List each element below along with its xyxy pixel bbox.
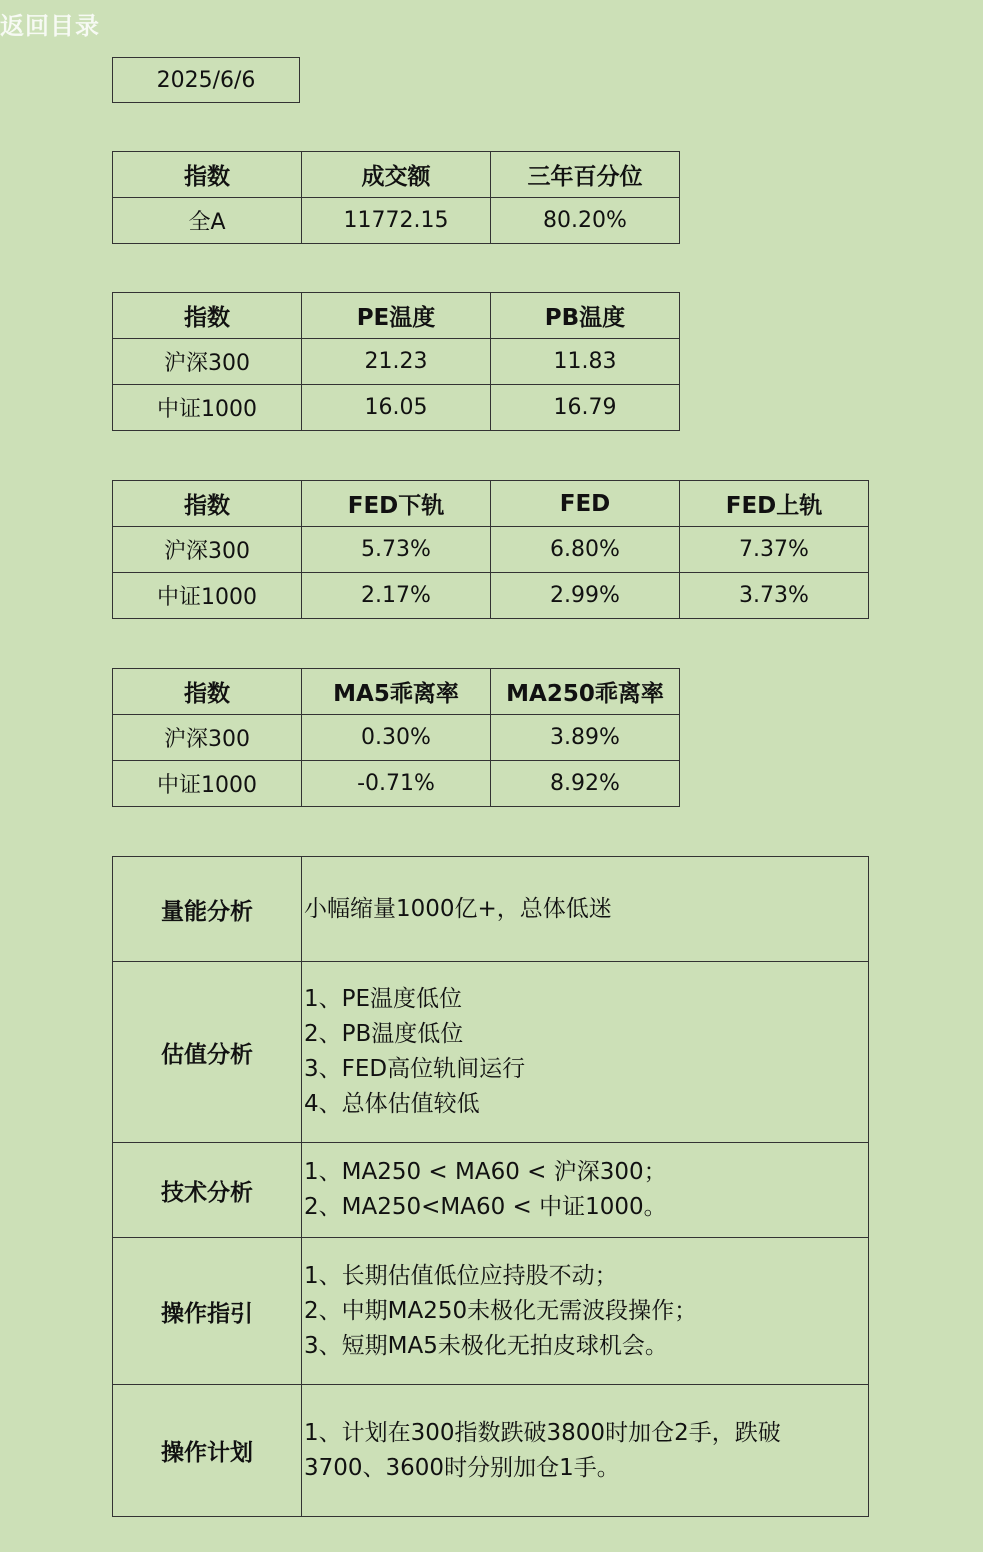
analysis-content: [302, 857, 869, 962]
turnover-table: [112, 151, 680, 244]
analysis-line: 2、中期MA250未极化无需波段操作；: [304, 1297, 698, 1324]
header-cell: 指数: [113, 293, 302, 339]
analysis-line: 3、短期MA5未极化无拍皮球机会。: [304, 1332, 668, 1359]
table-cell: 2.17%: [302, 573, 491, 619]
analysis-line: 3700、3600时分别加仓1手。: [304, 1454, 620, 1481]
analysis-row-volume: [113, 857, 869, 962]
table-cell: 16.79: [491, 385, 680, 431]
analysis-line: 1、计划在300指数跌破3800时加仓2手，跌破: [304, 1419, 781, 1446]
table-cell: 沪深300: [113, 527, 302, 573]
analysis-content: [302, 1238, 869, 1385]
date-label: 2025/6/6: [112, 57, 300, 103]
table-header-row: [113, 293, 680, 339]
temperature-table: [112, 292, 680, 431]
ma-deviation-table: [112, 668, 680, 807]
header-cell: 指数: [113, 152, 302, 198]
header-cell: FED下轨: [302, 481, 491, 527]
fed-table: [112, 480, 869, 619]
analysis-label: 量能分析: [113, 857, 302, 962]
header-cell: MA250乖离率: [491, 669, 680, 715]
table-cell: 3.73%: [680, 573, 869, 619]
back-to-contents-link[interactable]: 返回目录: [0, 12, 100, 40]
analysis-table: [112, 856, 869, 1517]
table-header-row: [113, 481, 869, 527]
header-cell: 成交额: [302, 152, 491, 198]
table-row: [113, 573, 869, 619]
table-row: [113, 339, 680, 385]
analysis-line: 1、MA250 < MA60 < 沪深300；: [304, 1159, 667, 1185]
analysis-label: 操作计划: [113, 1385, 302, 1517]
table-cell: 全A: [113, 198, 302, 244]
analysis-label: 技术分析: [113, 1143, 302, 1238]
header-cell: PB温度: [491, 293, 680, 339]
analysis-line: 2、PB温度低位: [304, 1021, 464, 1047]
header-cell: 指数: [113, 481, 302, 527]
table-cell: 沪深300: [113, 339, 302, 385]
table-cell: 11.83: [491, 339, 680, 385]
analysis-row-plan: [113, 1385, 869, 1517]
table-row: [113, 198, 680, 244]
analysis-line: 4、总体估值较低: [304, 1091, 480, 1117]
header-cell: FED上轨: [680, 481, 869, 527]
table-cell: 8.92%: [491, 761, 680, 807]
header-cell: FED: [491, 481, 680, 527]
table-cell: 21.23: [302, 339, 491, 385]
analysis-line: 3、FED高位轨间运行: [304, 1056, 526, 1082]
analysis-line: 小幅缩量1000亿+，总体低迷: [304, 895, 612, 922]
header-cell: MA5乖离率: [302, 669, 491, 715]
analysis-line: 1、长期估值低位应持股不动；: [304, 1262, 618, 1289]
table-header-row: [113, 152, 680, 198]
table-cell: 中证1000: [113, 761, 302, 807]
table-cell: 16.05: [302, 385, 491, 431]
analysis-line: 2、MA250<MA60 < 中证1000。: [304, 1194, 667, 1220]
table-cell: 5.73%: [302, 527, 491, 573]
header-cell: 指数: [113, 669, 302, 715]
table-cell: 中证1000: [113, 573, 302, 619]
header-cell: 三年百分位: [491, 152, 680, 198]
table-cell: 80.20%: [491, 198, 680, 244]
table-cell: 2.99%: [491, 573, 680, 619]
table-cell: 3.89%: [491, 715, 680, 761]
table-cell: 7.37%: [680, 527, 869, 573]
analysis-content: [302, 962, 869, 1143]
header-cell: PE温度: [302, 293, 491, 339]
table-cell: 中证1000: [113, 385, 302, 431]
analysis-content: [302, 1143, 869, 1238]
analysis-content: [302, 1385, 869, 1517]
table-cell: 0.30%: [302, 715, 491, 761]
table-cell: 沪深300: [113, 715, 302, 761]
analysis-row-guidance: [113, 1238, 869, 1385]
analysis-row-technical: [113, 1143, 869, 1238]
table-row: [113, 761, 680, 807]
table-header-row: [113, 669, 680, 715]
analysis-row-valuation: [113, 962, 869, 1143]
table-cell: -0.71%: [302, 761, 491, 807]
table-cell: 11772.15: [302, 198, 491, 244]
table-row: [113, 527, 869, 573]
analysis-line: 1、PE温度低位: [304, 986, 463, 1012]
table-row: [113, 715, 680, 761]
analysis-label: 估值分析: [113, 962, 302, 1143]
table-row: [113, 385, 680, 431]
table-cell: 6.80%: [491, 527, 680, 573]
analysis-label: 操作指引: [113, 1238, 302, 1385]
